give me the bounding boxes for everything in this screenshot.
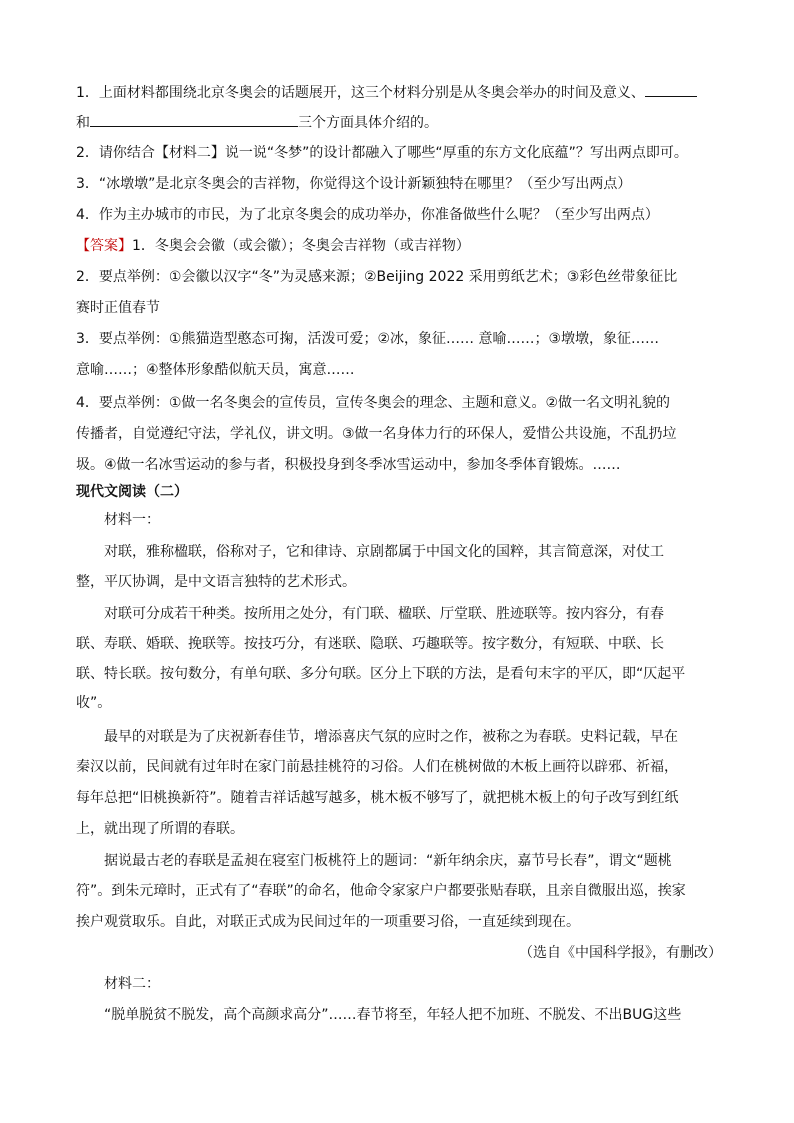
- paragraph-2-line-2: 联、寿联、婚联、挽联等。按技巧分，有迷联、隐联、巧趣联等。按字数分，有短联、中联、长: [76, 636, 664, 652]
- paragraph-3-line-2: 秦汉以前，民间就有过年时在家门前悬挂桃符的习俗。人们在桃树做的木板上画符以辟邪、祈福，: [76, 759, 678, 775]
- answer-3-label: 3．要点举例：: [76, 331, 169, 347]
- material-1-label: 材料一：: [104, 512, 160, 528]
- answer-blank: [645, 82, 697, 97]
- answer-1: [76, 236, 722, 256]
- answer-2-label: 2．要点举例：: [76, 269, 169, 285]
- question-1-tail: 三个方面具体介绍的。: [298, 115, 438, 131]
- paragraph-4-line-1: 据说最古老的春联是孟昶在寝室门板桃符上的题词：“新年纳余庆，嘉节号长春”，谓文“题桃: [104, 853, 672, 869]
- answer-4-text: ①做一名冬奥会的宣传员，宣传冬奥会的理念、主题和意义。②做一名文明礼貌的: [168, 395, 671, 411]
- paragraph-4-line-3: 挨户观赏取乐。自此，对联正式成为民间过年的一项重要习俗，一直延续到现在。: [76, 914, 580, 930]
- answer-tag: 【答案】: [76, 238, 132, 254]
- paragraph-2-line-4: 收”。: [76, 695, 112, 711]
- question-1-text: 1．上面材料都围绕北京冬奥会的话题展开，这三个材料分别是从冬奥会举办的时间及意义、: [76, 85, 645, 101]
- answer-1-text: 1．冬奥会会徽（或会徽）；冬奥会吉祥物（或吉祥物）: [132, 238, 470, 254]
- paragraph-2-line-3: 联、特长联。按句数分，有单句联、多分句联。区分上下联的方法，是看句末字的平仄，即“仄起平: [76, 666, 686, 682]
- question-1-line-2: [76, 112, 722, 133]
- answer-4-line-1: [76, 393, 722, 413]
- source-citation: （选自《中国科学报》，有删改）: [519, 945, 722, 961]
- question-1-line-1: [76, 82, 722, 103]
- paragraph-1-line-1: 对联，雅称楹联，俗称对子，它和律诗、京剧都属于中国文化的国粹，其言简意深，对仗工: [104, 544, 664, 560]
- answer-4-line-2: 传播者，自觉遵纪守法，学礼仪，讲文明。③做一名身体力行的环保人，爱惜公共设施，不乱扔垃: [76, 426, 677, 442]
- answer-2-text: ①会徽以汉字“冬”为灵感来源；②Beijing 2022 采用剪纸艺术；③彩色丝带象征比: [168, 269, 678, 285]
- answer-2-line-2: 赛时正值春节: [76, 300, 160, 316]
- question-1-and: 和: [76, 115, 90, 131]
- question-2: 2．请你结合【材料二】说一说“冬梦”的设计都融入了哪些“厚重的东方文化底蕴”？写出两点即可。: [76, 145, 688, 161]
- material-2-line-1: “脱单脱贫不脱发，高个高颜求高分”……春节将至，年轻人把不加班、不脱发、不出BUG这些: [104, 1007, 682, 1023]
- paragraph-1-line-2: 整，平仄协调，是中文语言独特的艺术形式。: [76, 574, 356, 590]
- answer-3-line-2: 意喻……；④整体形象酷似航天员，寓意……: [76, 362, 355, 378]
- answer-4-label: 4．要点举例：: [76, 395, 169, 411]
- question-4: 4．作为主办城市的市民，为了北京冬奥会的成功举办，你准备做些什么呢？（至少写出两点）: [76, 207, 659, 223]
- answer-3-line-1: [76, 329, 722, 349]
- paragraph-3-line-4: 上，就出现了所谓的春联。: [76, 821, 244, 837]
- paragraph-3-line-3: 每年总把“旧桃换新符”。随着吉祥话越写越多，桃木板不够写了，就把桃木板上的句子改写到红纸: [76, 790, 679, 806]
- answer-blank: [90, 112, 298, 127]
- question-3: 3．“冰墩墩”是北京冬奥会的吉祥物，你觉得这个设计新颖独特在哪里？（至少写出两点）: [76, 176, 632, 192]
- material-2-label: 材料二：: [104, 976, 160, 992]
- paragraph-2-line-1: 对联可分成若干种类。按所用之处分，有门联、楹联、厅堂联、胜迹联等。按内容分，有春: [104, 606, 664, 622]
- paragraph-4-line-2: 符”。到朱元璋时，正式有了“春联”的命名，他命令家家户户都要张贴春联，且亲自微服出巡，挨家: [76, 883, 686, 899]
- answer-2-line-1: [76, 267, 722, 287]
- answer-4-line-3: 圾。④做一名冰雪运动的参与者，积极投身到冬季冰雪运动中，参加冬季体育锻炼。……: [76, 457, 621, 473]
- paragraph-3-line-1: 最早的对联是为了庆祝新春佳节，增添喜庆气氛的应时之作，被称之为春联。史料记载，早在: [104, 729, 678, 745]
- section-title: 现代文阅读（二）: [76, 484, 188, 500]
- answer-3-text: ①熊猫造型憨态可掬，活泼可爱；②冰，象征…… 意喻……；③墩墩，象征……: [168, 331, 660, 347]
